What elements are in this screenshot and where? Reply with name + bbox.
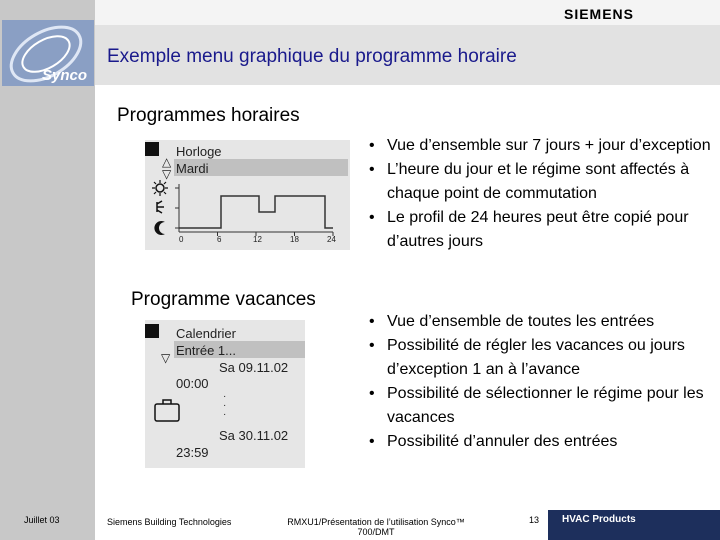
tick-label-12: 12 (253, 235, 262, 244)
bullet-icon: • (369, 209, 375, 226)
up-arrow-icon[interactable]: △ (162, 155, 172, 169)
lcd-start-time: 00:00 (176, 376, 209, 391)
list-item: • Possibilité de régler les vacances ou jours d’exception 1 an à l’avance (365, 334, 715, 382)
bullet-icon: • (369, 337, 375, 354)
page-title: Exemple menu graphique du programme horaire (107, 46, 517, 67)
hvac-products-label: HVAC Products (562, 514, 636, 525)
lcd-display-holidays (145, 320, 305, 468)
lcd-cursor-block (145, 142, 159, 156)
list-item: • Possibilité d’annuler des entrées (365, 430, 715, 454)
sun-icon (152, 180, 168, 196)
moon-icon (154, 221, 165, 235)
logo-text: Synco (42, 67, 88, 84)
lcd-line-horloge: Horloge (176, 144, 222, 159)
profile-line (179, 196, 333, 228)
lcd-line-day: Mardi (176, 161, 209, 176)
tick-label-24: 24 (327, 235, 336, 244)
lcd-line-calendrier: Calendrier (176, 326, 236, 341)
hvac-products-bar (548, 510, 720, 540)
list-item: • Vue d’ensemble de toutes les entrées (365, 310, 715, 334)
frost-icon (157, 201, 164, 213)
tick-label-6: 6 (217, 235, 222, 244)
bullet-list-vacances (365, 310, 715, 454)
daily-profile-chart (145, 178, 350, 250)
lcd-line-entry: Entrée 1... (176, 343, 236, 358)
list-item: • L’heure du jour et le régime sont affectés à chaque point de commutation (365, 158, 715, 206)
lcd-ellipsis-dots: · · · (223, 391, 227, 420)
list-item: • Vue d’ensemble sur 7 jours + jour d’exception (365, 134, 715, 158)
footer-document (281, 517, 471, 537)
siemens-brand: SIEMENS (563, 6, 634, 22)
bullet-list-programmes (365, 134, 715, 254)
footer-doc-line1: RMXU1/Présentation de l’utilisation Synco™ (287, 517, 465, 527)
footer-company: Siemens Building Technologies (107, 517, 232, 527)
down-arrow-icon[interactable]: ▽ (161, 351, 171, 365)
footer-date: Juillet 03 (24, 515, 60, 525)
bullet-icon: • (369, 385, 375, 402)
section-heading-programmes: Programmes horaires (117, 105, 300, 126)
list-item: • Le profil de 24 heures peut être copié pour d’autres jours (365, 206, 715, 254)
suitcase-icon (153, 396, 183, 424)
list-item: • Possibilité de sélectionner le régime pour les vacances (365, 382, 715, 430)
lcd-display-daily (145, 140, 350, 250)
section-heading-vacances: Programme vacances (131, 289, 316, 310)
tick-label-0: 0 (179, 235, 184, 244)
lcd-end-time: 23:59 (176, 445, 209, 460)
bullet-icon: • (369, 137, 375, 154)
lcd-end-date: Sa 30.11.02 (219, 428, 289, 443)
synco-logo (2, 20, 94, 86)
lcd-cursor-block (145, 324, 159, 338)
bullet-icon: • (369, 313, 375, 330)
bullet-icon: • (369, 161, 375, 178)
footer-doc-line2: 700/DMT (357, 527, 395, 537)
tick-label-18: 18 (290, 235, 299, 244)
page-number: 13 (529, 515, 540, 525)
lcd-start-date: Sa 09.11.02 (219, 360, 289, 375)
bullet-icon: • (369, 433, 375, 450)
down-arrow-icon[interactable]: ▽ (162, 167, 172, 181)
